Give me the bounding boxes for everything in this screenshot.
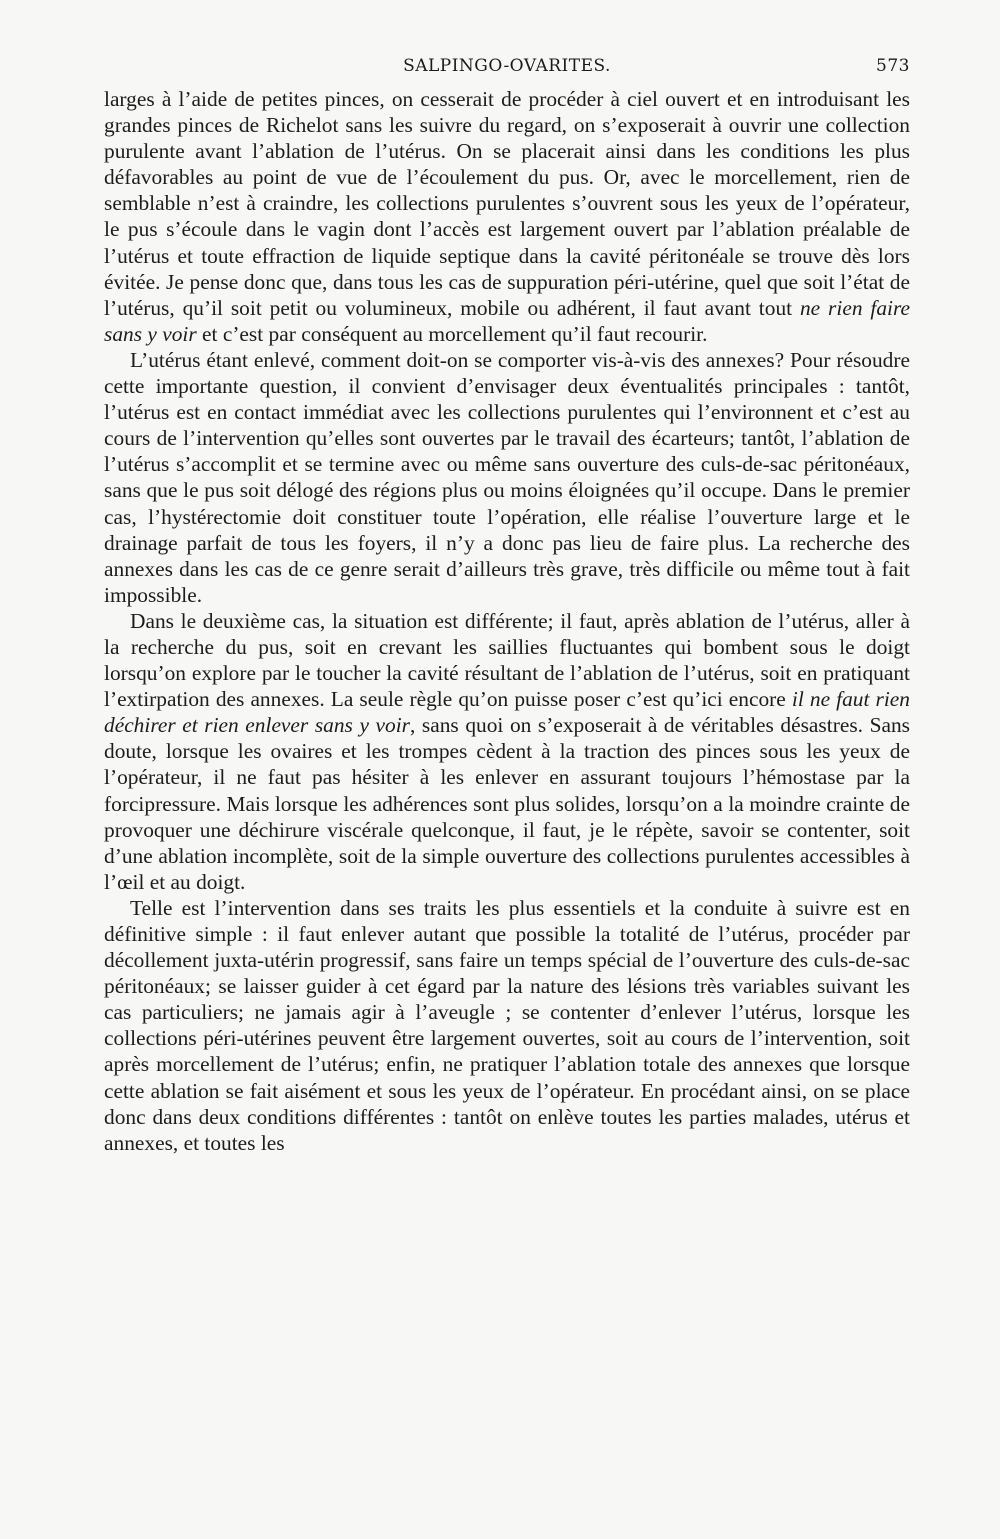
paragraph-1 [104, 86, 910, 347]
text-segment: larges à l’aide de petites pinces, on cesserait de procéder à ciel ouvert et en introduisant les grandes pinces de Richelot sans les suivre du regard, on s’exposerait à ouvrir une collection purulente avant l’ablation de l’utérus. On se placerait ainsi dans les conditions les plus défavorables au point de vue de l’écoulement du pus. Or, avec le morcellement, rien de semblable n’est à craindre, les collections purulentes s’ouvrent sous les yeux de l’opérateur, le pus s’écoule dans le vagin dont l’accès est largement ouvert par l’ablation préalable de l’utérus et toute effraction de liquide septique dans la cavité péritonéale se trouve dès lors évitée. Je pense donc que, dans tous les cas de suppuration péri-utérine, quel que soit l’état de l’utérus, qu’il soit petit ou volumineux, mobile ou adhérent, il faut avant tout [104, 87, 910, 320]
italic-segment: il ne faut rien déchirer et rien enlever sans y voir [104, 687, 910, 738]
paragraph-4 [104, 895, 910, 1156]
paragraph-2 [104, 347, 910, 608]
text-segment: et c’est par conséquent au morcellement qu’il faut recourir. [196, 321, 708, 346]
running-title: SALPINGO-OVARITES. [403, 56, 611, 76]
text-segment: Telle est l’intervention dans ses traits les plus essentiels et la conduite à suivre est en définitive simple : il faut enlever autant que possible la totalité de l’utérus, procéder par décollement juxta-utérin progressif, sans faire un temps spécial de l’ouverture des culs-de-sac péritonéaux; se laisser guider à cet égard par la nature des lésions très variables suivant les cas particuliers; ne jamais agir à l’aveugle ; se contenter d’enlever l’utérus, lorsque les collections péri-utérines peuvent être largement ouvertes, soit au cours de l’intervention, soit après morcellement de l’utérus; enfin, ne pratiquer l’ablation totale des annexes que lorsque cette ablation se fait aisément et sous les yeux de l’opérateur. En procédant ainsi, on se place donc dans deux conditions différentes : tantôt on enlève toutes les parties malades, utérus et annexes, et toutes les [104, 895, 910, 1155]
running-head [104, 56, 910, 86]
text-segment: L’utérus étant enlevé, comment doit-on se comporter vis-à-vis des annexes? Pour résoudre cette importante question, il convient d’envisager deux éventualités principales : tantôt, l’utérus est en contact immédiat avec les collections purulentes qui l’environnent et c’est au cours de l’intervention qu’elles sont ouvertes par le travail des écarteurs; tantôt, l’ablation de l’utérus s’accomplit et se termine avec ou même sans ouverture des culs-de-sac péritonéaux, sans que le pus soit délogé des régions plus ou moins éloignées qu’il occupe. Dans le premier cas, l’hystérectomie doit constituer toute l’opération, elle réalise l’ouverture large et le drainage parfait de tous les foyers, il n’y a donc pas lieu de faire plus. La recherche des annexes dans les cas de ce genre serait d’ailleurs très grave, très difficile ou même tout à fait impossible. [104, 347, 910, 607]
text-segment: Dans le deuxième cas, la situation est différente; il faut, après ablation de l’utérus, aller à la recherche du pus, soit en crevant les saillies fluctuantes qui bombent sous le doigt lorsqu’on explore par le toucher la cavité résultant de l’ablation de l’utérus, soit en pratiquant l’extirpation des annexes. La seule règle qu’on puisse poser c’est qu’ici encore [104, 608, 910, 712]
page-number: 573 [876, 56, 910, 76]
body-text [104, 86, 910, 1156]
italic-segment: ne rien faire sans y voir [104, 295, 911, 346]
paragraph-3 [104, 608, 910, 895]
text-segment: , sans quoi on s’exposerait à de véritables désastres. Sans doute, lorsque les ovaires et les trompes cèdent à la traction des pinces sous les yeux de l’opérateur, il ne faut pas hésiter à les enlever en assurant toujours l’hémostase par la forcipressure. Mais lorsque les adhérences sont plus solides, lorsqu’on a la moindre crainte de provoquer une déchirure viscérale quelconque, il faut, je le répète, savoir se contenter, soit d’une ablation incomplète, soit de la simple ouverture des collections purulentes accessibles à l’œil et au doigt. [104, 713, 910, 894]
